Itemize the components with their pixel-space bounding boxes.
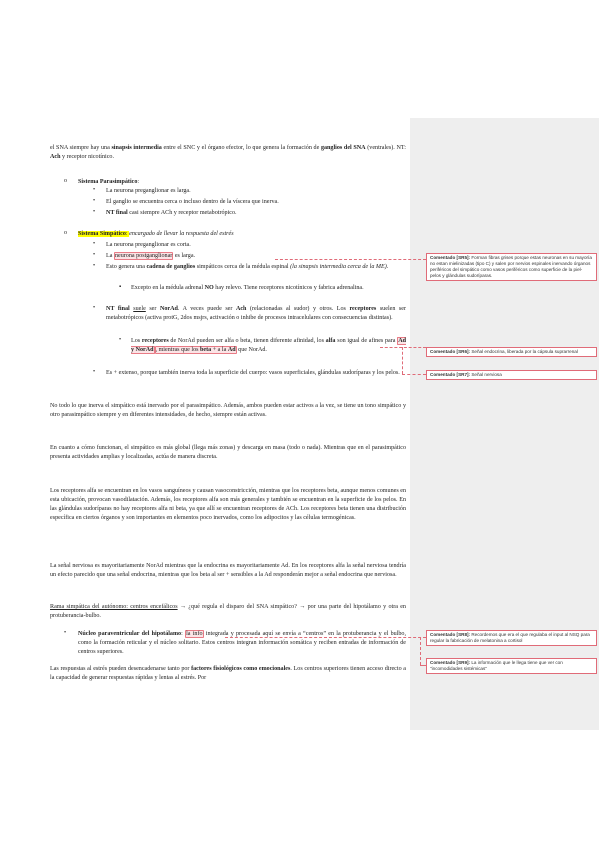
text-run: (la sinapsis intermedia cerca de la ME) (290, 264, 387, 270)
text-run: suele (133, 306, 146, 312)
text-run: NorAd (159, 306, 178, 312)
text-run: sinapsis intermedia (111, 145, 162, 151)
text-run: . Los centros superiores tienen acceso directo a la capacidad de generar respuestas rápidas y lentas al estrés. Por (50, 666, 406, 682)
text-run: alfa (325, 338, 336, 344)
list-item (106, 305, 406, 323)
text-run: beta (200, 347, 212, 354)
comment-sr6[interactable] (426, 347, 597, 357)
comment-label: Comentado [SR5]: (430, 255, 471, 260)
intro-paragraph (50, 144, 406, 162)
sub-bullet-icon: ▪ (119, 284, 122, 290)
text-run: Núcleo paraventricular del hipotálamo (78, 631, 182, 637)
bullet-icon: • (93, 209, 96, 215)
text-run: el SNA siempre hay una (50, 145, 112, 151)
bullet-icon: • (64, 630, 67, 636)
comment-text: Recordemos que era el que regulaba el input al NSQ para regular la fabricación de melatonina a cortisol (430, 632, 590, 643)
paragraph: En cuanto a cómo funcionan, el simpático es más global (llega más zonas) y descarga en masa (todo o nada). Mientras que en el parasimpático presenta actividades amplias y localizadas, actúa de manera discreta. (50, 445, 406, 461)
text-run: (ventrales). NT: (365, 145, 406, 151)
text-run: son igual de afines para (335, 338, 398, 344)
text-run: y receptor nicotínico. (60, 154, 114, 161)
comment-anchor-sr7[interactable] (155, 346, 237, 354)
text-run: simpáticos cerca de la médula espinal (195, 264, 291, 270)
text-run: factores fisiológicos como emocionales (191, 666, 291, 672)
paragraph: No todo lo que inerva el simpático está inervado por el parasimpático. Además, ambos pueden estar activos a la vez, se tiene un tono simpático y otro parasimpático siempre y en diferentes intensidades, de hecho, siempre están activas. (50, 403, 406, 419)
list-item (78, 630, 406, 657)
comment-connector (225, 637, 426, 638)
list-item (106, 209, 406, 218)
text-run: , mientras que los (155, 347, 201, 354)
text-run: : (137, 179, 140, 185)
comment-text: Forman fibras grises porque estas neuronas en su mayoría no estan mielinizadas (tipo C) y salen por nervios espinales inervando órganos periféricos del simpático como vasos periféricos como superficie de la piel- pelos y glándulas sudoríparas. (430, 255, 592, 278)
sub-list-item (131, 284, 406, 293)
list-item: La neurona preganglionar es larga. (106, 188, 191, 194)
text-run: ser (145, 306, 160, 312)
text-run: Excepto en la médula adrenal (131, 285, 205, 291)
text-run: casi siempre ACh y receptor metabotrópico. (127, 210, 237, 216)
text-run: que NorAd. (236, 347, 267, 354)
text-run: receptores (349, 306, 377, 312)
text-run: . A veces puede ser (177, 306, 236, 312)
text-run: → ¿qué regula el disparo del SNA simpático? → por una parte del hipotálamo y otra en protuberancia-bulbo. (50, 604, 406, 620)
text-run: : (125, 231, 130, 237)
text-run: Ach (50, 154, 61, 161)
comment-label: Comentado [SR6]: (430, 349, 471, 354)
list-item (106, 263, 406, 272)
comment-label: Comentado [SR9]: (430, 660, 471, 665)
text-run: : (181, 631, 186, 637)
comment-text: Señal endocrina, liberada por la cápsula suprarrenal (471, 349, 578, 354)
text-run: Ad (227, 347, 236, 354)
text-run: de NorAd pueden ser alfa o beta, tienen diferente afinidad, los (168, 338, 326, 344)
text-run: suelen ser metabotrópicos (activa protG, 2dos msjrs, activación o inhibe de procesos intracelulares con consecuencias distintas). (106, 306, 407, 322)
list-marker: o (64, 178, 67, 184)
text-run: NT final (106, 306, 130, 312)
text-run: ganglios del SNA (320, 145, 366, 151)
comment-text: La información que le llega tiene que ver con "incomodidades sistémicas" (430, 660, 563, 671)
sub-list-item (131, 337, 406, 355)
text-run: receptores (141, 338, 169, 344)
bullet-icon: • (93, 305, 96, 311)
paragraph (50, 603, 406, 621)
comment-connector (402, 374, 426, 375)
comment-sr8[interactable] (426, 630, 597, 646)
text-run: cadena de ganglios (146, 264, 196, 270)
text-run: es larga. (173, 253, 196, 259)
bullet-icon: • (93, 263, 96, 269)
text-run: hay relevo. Tiene receptores nicotínicos y fabrica adrenalina. (213, 285, 364, 291)
text-run: Los (131, 338, 142, 344)
text-run: NO (204, 285, 214, 291)
paragraph: La señal nerviosa es mayoritariamente NorAd mientras que la endocrina es mayoritariamente Ad. En los receptores alfa la señal nerviosa tendría un efecto parecido que una señal endocrina, mientras que los beta al ser + sensibles a la Ad responderán mejor a señal endocrina que nerviosa. (50, 563, 406, 579)
text-run: NT final (106, 210, 128, 216)
section-subtitle: encargado de llevar la respuesta del estrés (129, 231, 234, 237)
bullet-icon: • (93, 198, 96, 204)
comment-anchor-sr8[interactable]: la info (186, 631, 203, 637)
list-item: El ganglio se encuentra cerca o incluso dentro de la víscera que inerva. (106, 199, 279, 205)
comment-sr7[interactable] (426, 370, 597, 380)
text-run: La (106, 253, 114, 259)
section-title: Sistema Simpático (78, 231, 126, 237)
comment-anchor-sr6[interactable]: Ad y NorAd (131, 338, 406, 354)
list-item: La neurona preganglionar es corta. (106, 242, 191, 248)
bullet-icon: • (93, 241, 96, 247)
comment-connector (380, 347, 426, 348)
text-run: Las respuestas al estrés pueden desencadenarse tanto por (50, 666, 192, 672)
paragraph: Los receptores alfa se encuentran en los vasos sanguíneos y causan vasoconstricción, mientras que los receptores beta, aunque menos comunes en esta ubicación, provocan vasodilatación. Además, los receptores alfa son más generales y también se encuentran en la superficie de los pelos. En las glándulas sudoríparas no hay receptores alfa ni beta, ya que allí se encuentran receptores de ACh. Los receptores beta tienen una distribución específica en ciertos órganos y son importantes en elementos poco inervados, como los adipocitos y las células termogénicas. (50, 488, 406, 522)
list-marker: o (64, 230, 67, 236)
section-title: Sistema Parasimpático (78, 179, 138, 185)
paragraph (50, 665, 406, 683)
text-run: Esto genera una (106, 264, 147, 270)
bullet-icon: • (93, 187, 96, 193)
comment-sr9[interactable] (426, 658, 597, 674)
text-run: integrada y procesada aquí se envía a “centros” en la protuberancia y el bulbo, como la formación reticular y el núcleo solitario. Estos centros integran información somática y reciben entradas de información de centros superiores. (78, 631, 407, 656)
comment-anchor-sr5[interactable]: neurona postganglionar (114, 253, 173, 259)
text-run: + a la (211, 347, 228, 354)
bullet-icon: • (93, 369, 96, 375)
comment-connector (275, 259, 426, 260)
bullet-icon: • (119, 337, 122, 343)
parasimp-heading (78, 178, 398, 187)
list-item: Es + extenso, porque también inerva toda la superficie del cuerpo: vasos superficiales, glándulas sudoríparas y los pelos. (106, 370, 400, 376)
bullet-icon: • (93, 252, 96, 258)
comment-label: Comentado [SR7]: (430, 372, 471, 377)
text-run: . (386, 264, 389, 270)
comment-sr5[interactable] (426, 253, 597, 281)
text-run: (relacionadas al sudor) y otros. Los (246, 306, 350, 312)
comment-connector (402, 347, 403, 374)
text-run: entre el SNC y el órgano efector, lo que genera la formación de (161, 145, 321, 151)
comment-connector (420, 637, 421, 665)
comment-label: Comentado [SR8]: (430, 632, 471, 637)
text-run: Ach (235, 306, 247, 312)
comment-text: Señal nerviosa (471, 372, 502, 377)
text-run: Rama simpática del autónomo: centros encefálicos (50, 604, 178, 610)
simp-heading (78, 230, 398, 239)
